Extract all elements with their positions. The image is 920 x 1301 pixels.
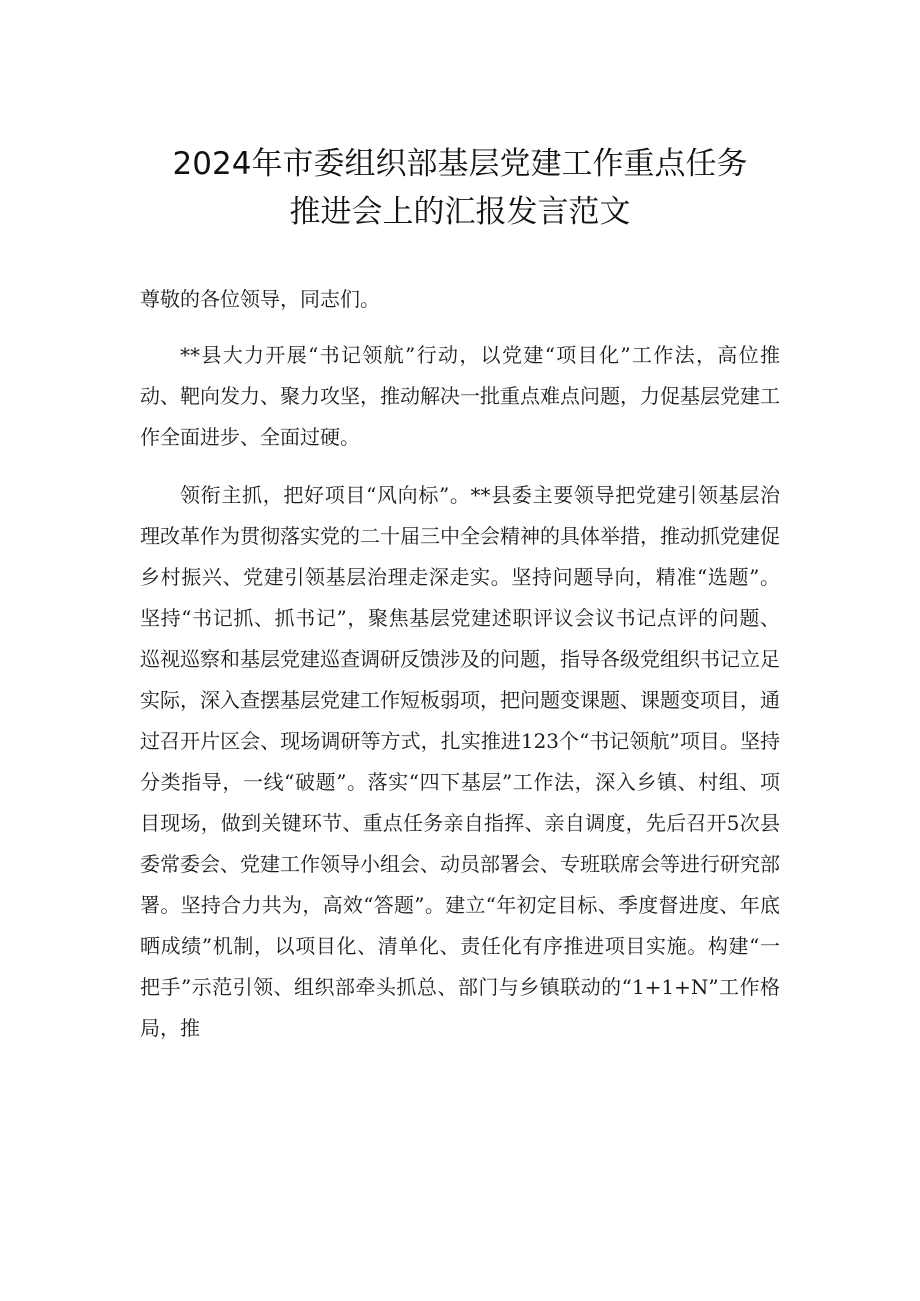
salutation: 尊敬的各位领导，同志们。: [140, 287, 380, 311]
paragraph-intro: **县大力开展“书记领航”行动，以党建“项目化”工作法，高位推动、靶向发力、聚力攻坚，推动解决一批重点难点问题，力促基层党建工作全面进步、全面过硬。: [140, 343, 780, 449]
paragraph-leadership: 领衔主抓，把好项目“风向标”。**县委主要领导把党建引领基层治理改革作为贯彻落实党的二十届三中全会精神的具体举措，推动抓党建促乡村振兴、党建引领基层治理走深走实。坚持问题导向，精准“选题”。坚持“书记抓、抓书记”，聚焦基层党建述职评议会议书记点评的问题、巡视巡察和基层党建巡查调研反馈涉及的问题，指导各级党组织书记立足实际，深入查摆基层党建工作短板弱项，把问题变课题、课题变项目，通过召开片区会、现场调研等方式，扎实推进123个“书记领航”项目。坚持分类指导，一线“破题”。落实“四下基层”工作法，深入乡镇、村组、项目现场，做到关键环节、重点任务亲自指挥、亲自调度，先后召开5次县委常委会、党建工作领导小组会、动员部署会、专班联席会等进行研究部署。坚持合力共为，高效“答题”。建立“年初定目标、季度督进度、年底晒成绩”机制，以项目化、清单化、责任化有序推进项目实施。构建“一把手”示范引领、组织部牵头抓总、部门与乡镇联动的“1+1+N”工作格局，推: [140, 483, 780, 1040]
document-title-line-1: 2024年市委组织部基层党建工作重点任务: [172, 146, 748, 182]
document-title-line-2: 推进会上的汇报发言范文: [289, 194, 631, 230]
document-body: [140, 279, 780, 1066]
